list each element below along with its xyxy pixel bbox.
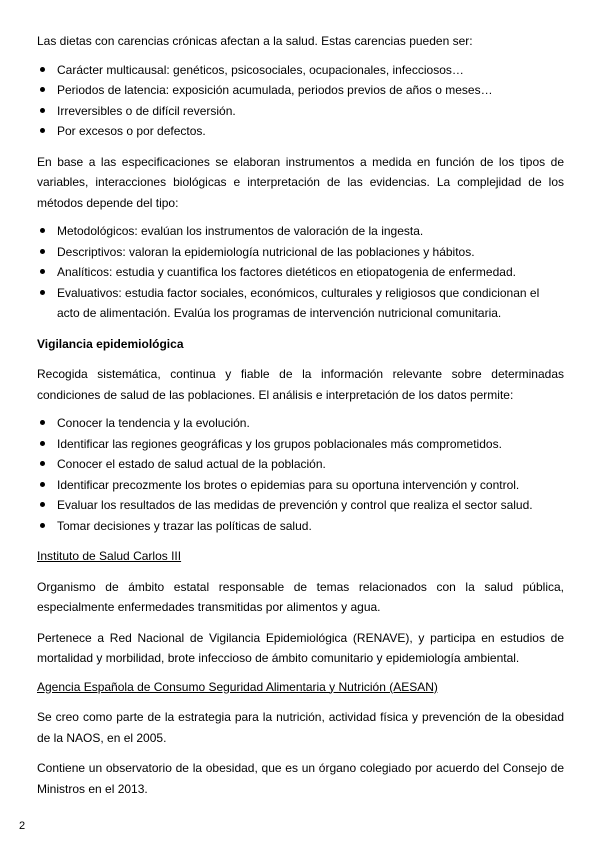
bullet-icon <box>40 290 45 295</box>
list-item: Metodológicos: evalúan los instrumentos de valoración de la ingesta. <box>37 221 564 242</box>
bullet-icon <box>40 87 45 92</box>
bullet-icon <box>40 441 45 446</box>
bullet-icon <box>40 482 45 487</box>
bullet-icon <box>40 523 45 528</box>
document-body <box>37 31 564 799</box>
bullet-icon <box>40 269 45 274</box>
aesan-paragraph-2: Contiene un observatorio de la obesidad, que es un órgano colegiado por acuerdo del Consejo de Ministros en el 2013. <box>37 761 564 796</box>
metodos-list <box>37 221 564 324</box>
bullet-icon <box>40 128 45 133</box>
carlos3-paragraph-1: Organismo de ámbito estatal responsable de temas relacionados con la salud pública, especialmente enfermedades transmitidas por alimentos y agua. <box>37 579 564 614</box>
page-number: 2 <box>19 820 26 832</box>
especificaciones-paragraph: En base a las especificaciones se elaboran instrumentos a medida en función de los tipos de variables, interacciones biológicas e interpretación de las evidencias. La complejidad de los métodos depende del tipo: <box>37 154 564 210</box>
carlos3-paragraph-2: Pertenece a Red Nacional de Vigilancia Epidemiológica (RENAVE), y participa en estudios de mortalidad y morbilidad, brote infeccioso de ámbito comunitario y epidemiología ambiental. <box>37 630 564 665</box>
list-item: Carácter multicausal: genéticos, psicosociales, ocupacionales, infecciosos… <box>37 60 564 81</box>
bullet-icon <box>40 249 45 254</box>
vigilancia-paragraph: Recogida sistemática, continua y fiable de la información relevante sobre determinadas condiciones de salud de las poblaciones. El análisis e interpretación de los datos permite: <box>37 367 564 402</box>
carencias-list <box>37 60 564 142</box>
list-item: Irreversibles o de difícil reversión. <box>37 101 564 122</box>
bullet-icon <box>40 502 45 507</box>
list-item: Conocer el estado de salud actual de la población. <box>37 454 564 475</box>
bullet-icon <box>40 228 45 233</box>
carlos3-heading: Instituto de Salud Carlos III <box>37 549 182 563</box>
list-item: Tomar decisiones y trazar las políticas de salud. <box>37 516 564 537</box>
list-item: Identificar las regiones geográficas y los grupos poblacionales más comprometidos. <box>37 434 564 455</box>
list-item: Evaluativos: estudia factor sociales, económicos, culturales y religiosos que condicionan el acto de alimentación. Evalúa los programas de intervención nutricional comunitaria. <box>37 283 564 324</box>
list-item: Analíticos: estudia y cuantifica los factores dietéticos en etiopatogenia de enfermedad. <box>37 262 564 283</box>
list-item: Conocer la tendencia y la evolución. <box>37 413 564 434</box>
bullet-icon <box>40 67 45 72</box>
bullet-icon <box>40 420 45 425</box>
list-item: Por excesos o por defectos. <box>37 121 564 142</box>
list-item: Evaluar los resultados de las medidas de prevención y control que realiza el sector salud. <box>37 495 564 516</box>
bullet-icon <box>40 461 45 466</box>
vigilancia-list <box>37 413 564 536</box>
list-item: Descriptivos: valoran la epidemiología nutricional de las poblaciones y hábitos. <box>37 242 564 263</box>
bullet-icon <box>40 108 45 113</box>
aesan-paragraph-1: Se creo como parte de la estrategia para la nutrición, actividad física y prevención de la obesidad de la NAOS, en el 2005. <box>37 710 564 745</box>
vigilancia-heading: Vigilancia epidemiológica <box>37 336 184 351</box>
aesan-heading: Agencia Española de Consumo Seguridad Alimentaria y Nutrición (AESAN) <box>37 679 438 694</box>
list-item: Identificar precozmente los brotes o epidemias para su oportuna intervención y control. <box>37 475 564 496</box>
intro-paragraph: Las dietas con carencias crónicas afectan a la salud. Estas carencias pueden ser: <box>37 34 473 48</box>
list-item: Periodos de latencia: exposición acumulada, periodos previos de años o meses… <box>37 80 564 101</box>
